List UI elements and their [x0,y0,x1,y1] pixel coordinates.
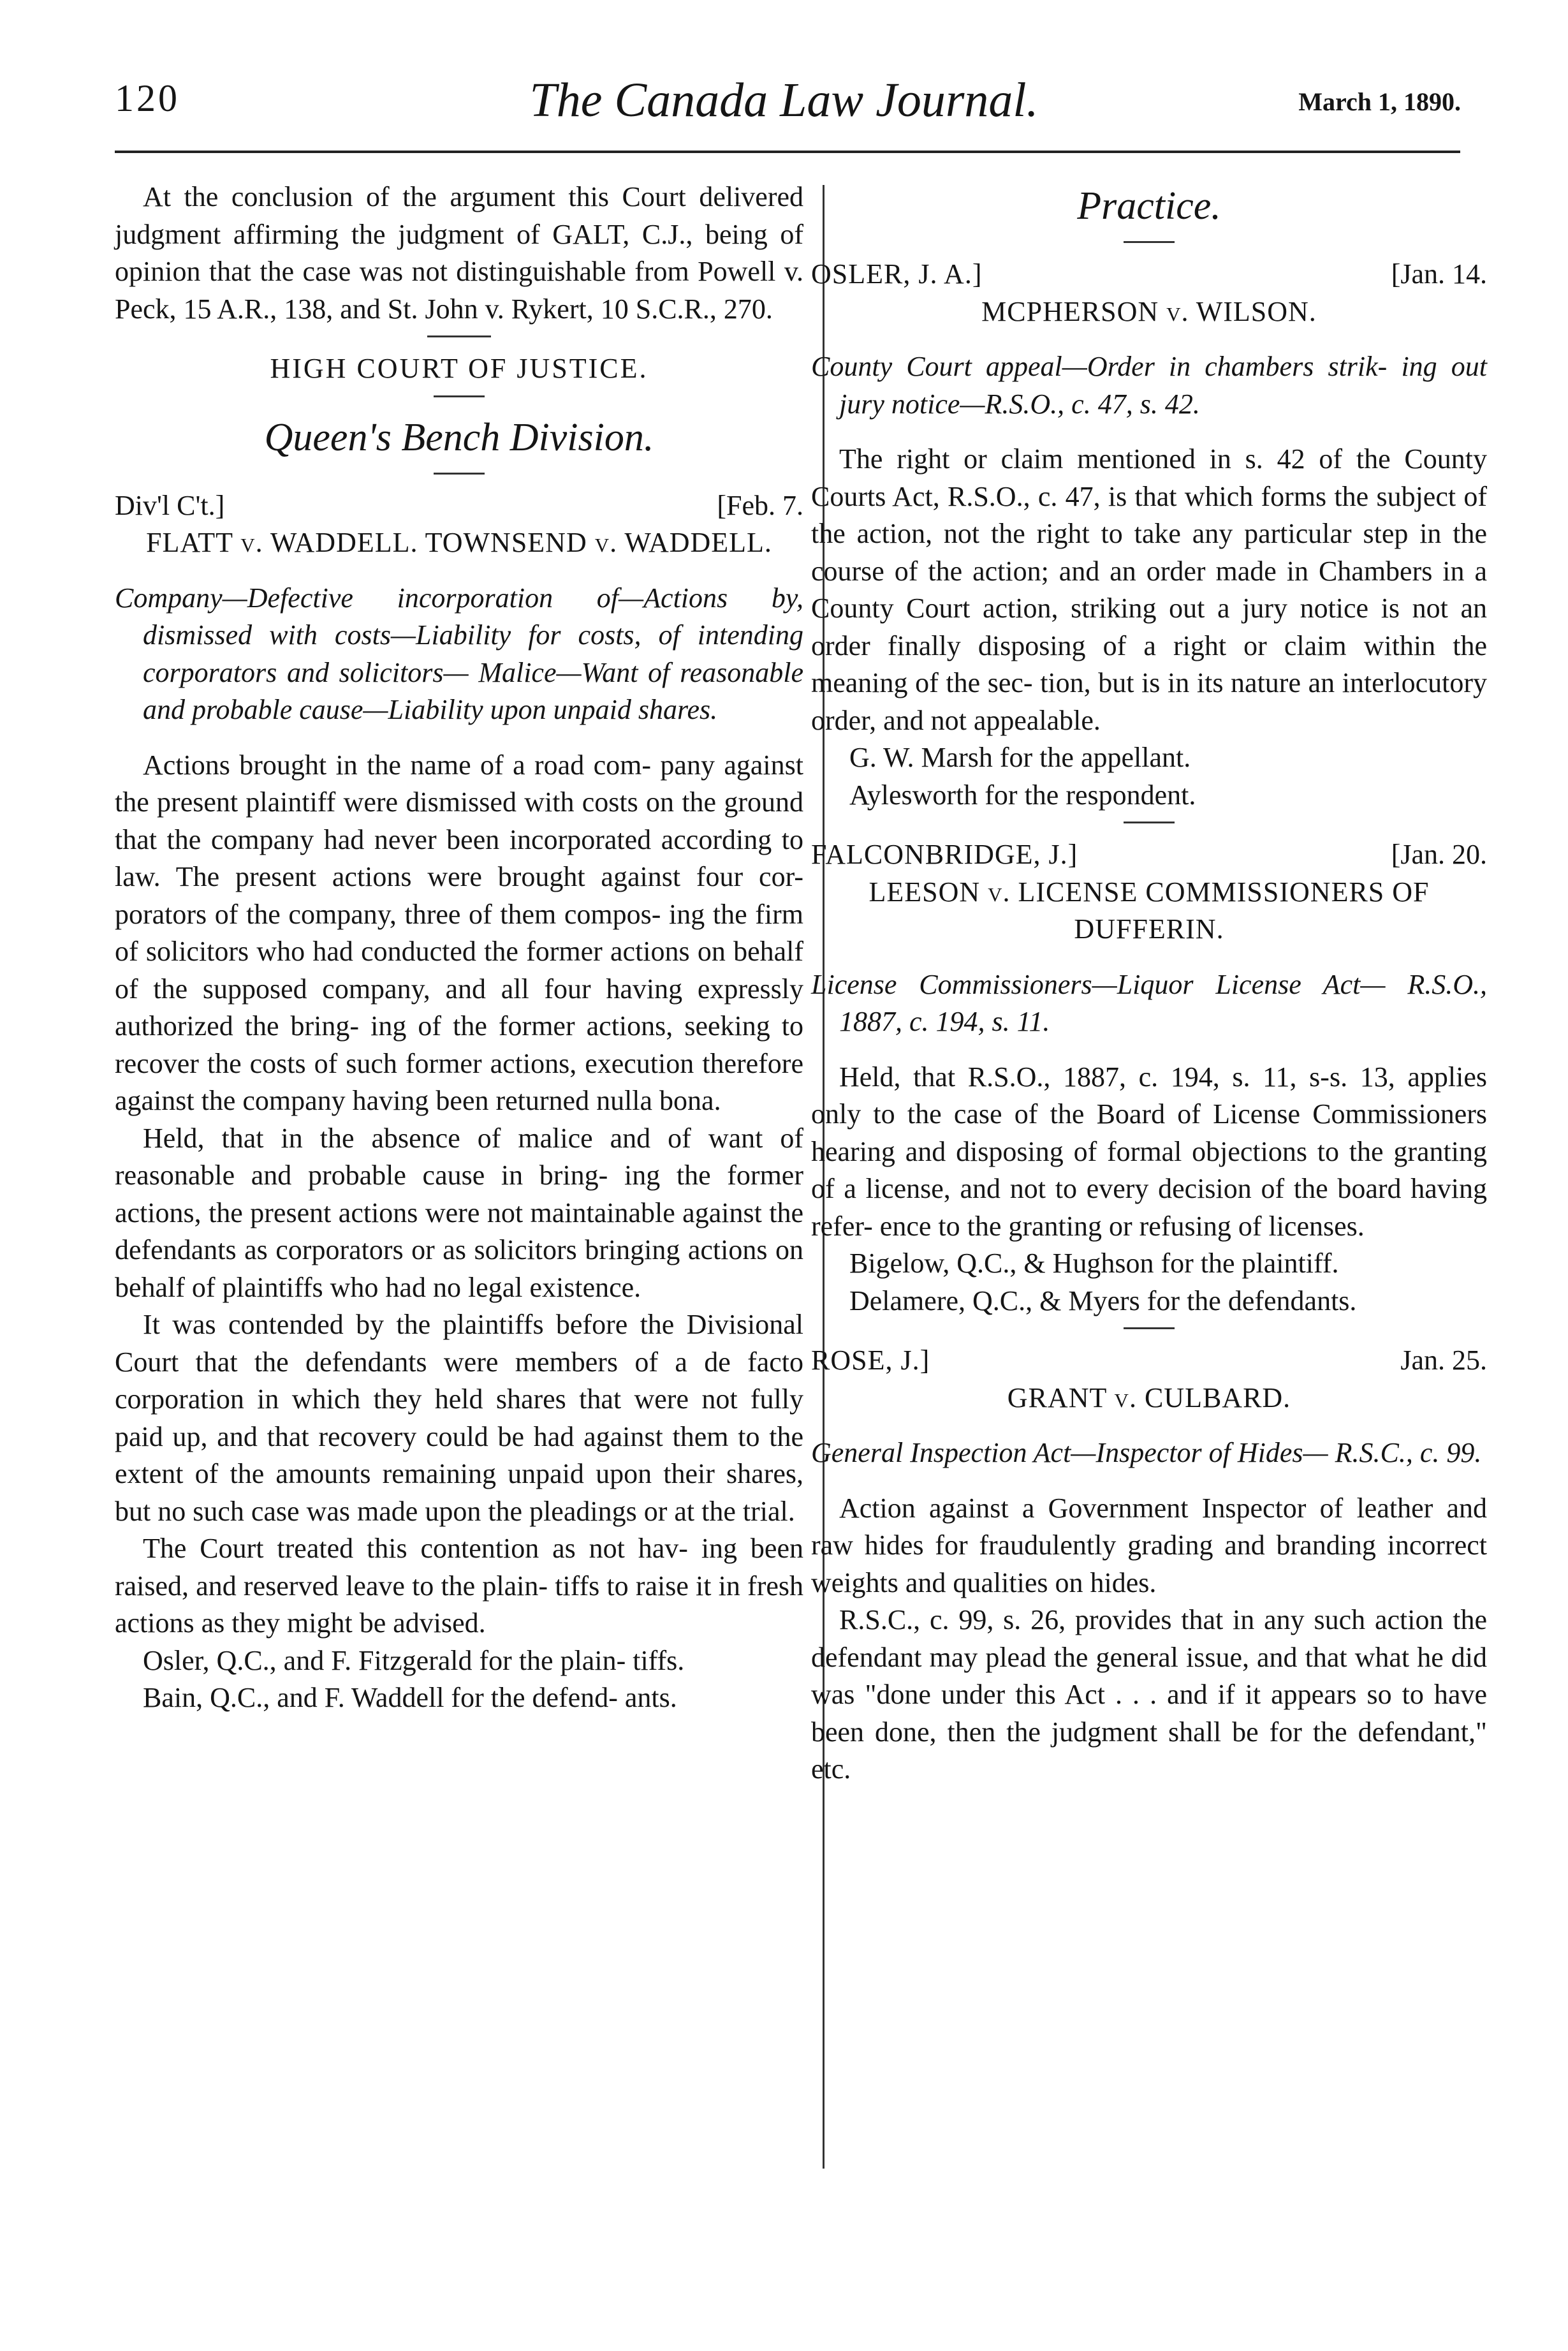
case-title: FLATT v. WADDELL. TOWNSEND v. WADDELL. [146,527,772,558]
case-paragraph: The right or claim mentioned in s. 42 of the County Courts Act, R.S.O., c. 47, is that which forms the subject of the action, not the right to take any particular step in the course of the action; and an order made in Chambers in a County Court action, striking out a jury notice is not an order finally disposing of a right or claim within the meaning of the sec- tion, but is in its nature an interlocutory order, and not appealable. [811,443,1488,736]
case-byline [115,487,803,525]
left-column [115,179,803,1717]
right-column [811,179,1487,1788]
case-date: [Jan. 14. [1391,258,1487,290]
case-title: GRANT v. CULBARD. [1007,1382,1291,1413]
journal-title: The Canada Law Journal. [529,73,1039,127]
counsel-line: Osler, Q.C., and F. Fitzgerald for the plain- tiffs. [143,1644,685,1676]
case-byline [811,836,1487,874]
judge-label: ROSE, J.] [811,1345,930,1376]
separator-rule [1124,822,1175,823]
separator-rule [434,395,485,397]
case-title: MCPHERSON v. WILSON. [981,295,1317,327]
section-title: Practice. [1077,184,1221,228]
case-headnote: Company—Defective incorporation of—Actions by, dismissed with costs—Liability for costs, of intending corporators and solicitors— Malice—Want of reasonable and probable cause—Liability upon unpaid shares. [115,582,804,725]
case-paragraph: It was contended by the plaintiffs before the Divisional Court that the defendants were members of a de facto corporation in which they held shares that were not fully paid up, and that recovery could be had against them to the extent of the amounts remaining unpaid upon their shares, but no such case was made upon the pleadings or at the trial. [115,1309,804,1527]
case-date: [Feb. 7. [717,489,803,521]
counsel-line: Bigelow, Q.C., & Hughson for the plaintiff. [849,1248,1339,1279]
counsel-line: Bain, Q.C., and F. Waddell for the defend- ants. [143,1682,677,1713]
case-title: LEESON v. LICENSE COMMISSIONERS OF [868,876,1430,908]
case-paragraph: R.S.C., c. 99, s. 26, provides that in any such action the defendant may plead the general issue, and that what he did was "done under this Act . . . and if it appears so to have been done, then the judgment shall be for the defendant," etc. [811,1604,1488,1785]
judge-label: OSLER, J. A.] [811,258,983,290]
case-date: [Jan. 20. [1391,839,1487,870]
separator-rule [1124,241,1175,243]
case-headnote: County Court appeal—Order in chambers strik- ing out jury notice—R.S.O., c. 47, s. 42. [811,351,1487,420]
counsel-line: Aylesworth for the respondent. [849,779,1196,811]
case-date: Jan. 25. [1400,1345,1487,1376]
division-heading: Queen's Bench Division. [264,415,654,459]
case-headnote: License Commissioners—Liquor License Act— R.S.O., 1887, c. 194, s. 11. [811,968,1487,1037]
case-headnote: General Inspection Act—Inspector of Hides— R.S.C., c. 99. [811,1437,1482,1468]
case-byline [811,1342,1487,1380]
issue-date: March 1, 1890. [1298,87,1461,116]
case-paragraph: Held, that in the absence of malice and of want of reasonable and probable cause in bring- ing the former actions, the present actions were not maintainable against the defendants as corporators or as solicitors bringing actions on behalf of plaintiffs who had no legal existence. [115,1122,804,1303]
court-label: Div'l C't.] [115,489,225,521]
case-paragraph: Action against a Government Inspector of leather and raw hides for fraudulently grading and branding incorrect weights and qualities on hides. [811,1492,1488,1598]
case-title: DUFFERIN. [1074,913,1224,945]
page-number: 120 [115,77,180,119]
intro-paragraph: At the conclusion of the argument this Court delivered judgment affirming the judgment of GALT, C.J., being of opinion that the case was not distinguishable from Powell v. Peck, 15 A.R., 138, and St. John v. Rykert, 10 S.C.R., 270. [115,181,804,325]
header-rule [115,151,1460,153]
judge-label: FALCONBRIDGE, J.] [811,839,1078,870]
case-paragraph: The Court treated this contention as not hav- ing been raised, and reserved leave to the plain- tiffs to raise it in fresh actions as they might be advised. [115,1533,804,1639]
counsel-line: G. W. Marsh for the appellant. [849,742,1191,773]
court-heading: HIGH COURT OF JUSTICE. [270,353,648,384]
case-byline [811,256,1487,293]
separator-rule [434,473,485,475]
case-paragraph: Actions brought in the name of a road com- pany against the present plaintiff were dismissed with costs on the ground that the company had never been incorporated according to law. The present actions were brought against four cor- porators of the company, three of them compos- ing the firm of solicitors who had conducted the former actions on behalf of the supposed company, and all four having expressly authorized the bring- ing of the former actions, seeking to recover the costs of such former actions, execution therefore against the company having been returned nulla bona. [115,749,804,1116]
counsel-line: Delamere, Q.C., & Myers for the defendants. [849,1285,1357,1316]
case-paragraph: Held, that R.S.O., 1887, c. 194, s. 11, s-s. 13, applies only to the case of the Board of License Commissioners hearing and disposing of formal objections to the granting of a license, and not to every decision of the board having refer- ence to the granting or refusing of licenses. [811,1061,1488,1242]
page-header [0,73,1568,147]
separator-rule [427,335,491,337]
separator-rule [1124,1327,1175,1329]
